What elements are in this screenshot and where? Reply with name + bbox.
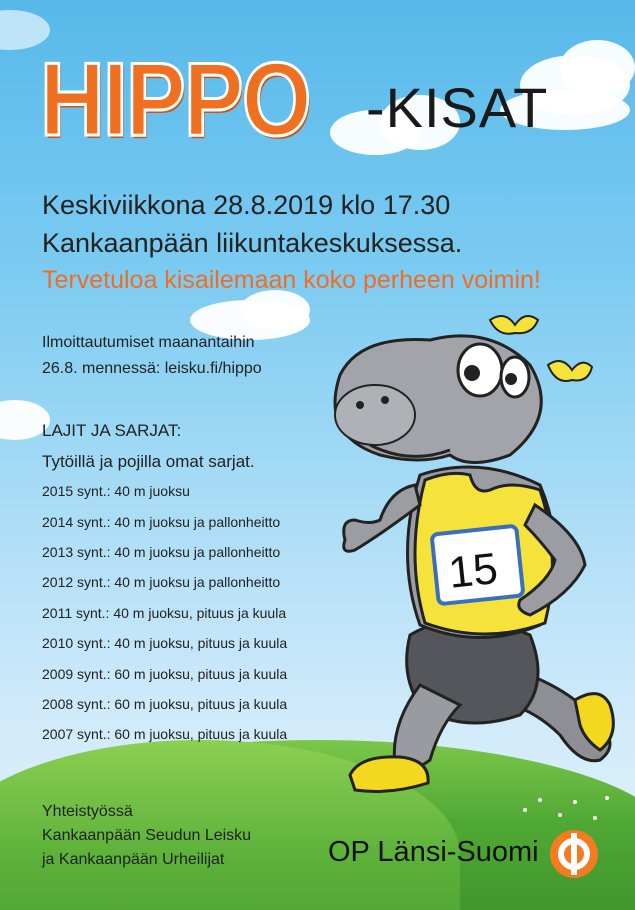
events-heading: LAJIT JA SARJAT:	[42, 421, 182, 440]
op-logo-icon	[549, 829, 599, 879]
category-item: 2013 synt.: 40 m juoksu ja pallonheitto	[42, 544, 281, 560]
footer-line-2: Kankaanpään Seudun Leisku	[42, 827, 252, 844]
flower-dots	[515, 790, 615, 830]
footer-credits	[42, 800, 251, 872]
bib-number: 15	[446, 544, 500, 598]
registration-line-1: Ilmoittautumiset maanantaihin	[42, 334, 255, 351]
welcome-line: Tervetuloa kisailemaan koko perheen voimin!	[42, 266, 541, 294]
category-item: 2014 synt.: 40 m juoksu ja pallonheitto	[42, 514, 281, 530]
events-subheading: Tytöillä ja pojilla omat sarjat.	[42, 452, 255, 471]
registration-line-2: 26.8. mennessä: leisku.fi/hippo	[42, 360, 262, 377]
title-hippo: HIPPO	[40, 42, 310, 158]
footer-line-1: Yhteistyössä	[42, 803, 133, 820]
sponsor-name: OP Länsi-Suomi	[328, 836, 539, 868]
title-kisat: -KISAT	[366, 76, 549, 139]
hippo-mascot	[300, 305, 635, 805]
date-line: Keskiviikkona 28.8.2019 klo 17.30	[42, 190, 451, 220]
footer-line-3: ja Kankaanpään Urheilijat	[42, 851, 225, 868]
place-line: Kankaanpään liikuntakeskuksessa.	[42, 228, 463, 258]
category-item: 2015 synt.: 40 m juoksu	[42, 483, 190, 499]
category-item: 2011 synt.: 40 m juoksu, pituus ja kuula	[42, 605, 287, 621]
category-item: 2010 synt.: 40 m juoksu, pituus ja kuula	[42, 635, 288, 651]
category-item: 2009 synt.: 60 m juoksu, pituus ja kuula	[42, 666, 288, 682]
category-item: 2007 synt.: 60 m juoksu, pituus ja kuula	[42, 726, 288, 742]
category-item: 2012 synt.: 40 m juoksu ja pallonheitto	[42, 574, 281, 590]
category-item: 2008 synt.: 60 m juoksu, pituus ja kuula	[42, 696, 288, 712]
